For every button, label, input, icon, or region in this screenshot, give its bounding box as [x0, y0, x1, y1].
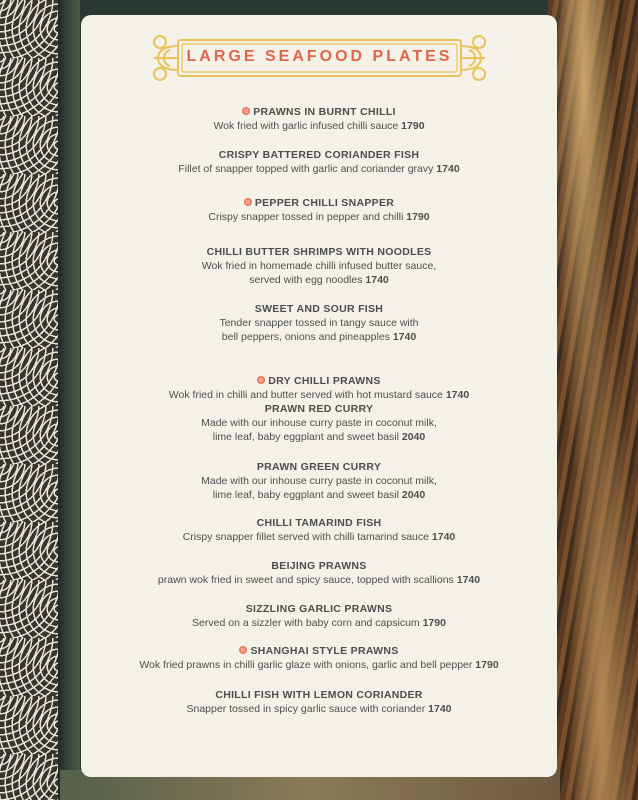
menu-item-description: Fillet of snapper topped with garlic and coriander gravy 1740: [178, 163, 460, 175]
spicy-icon: [239, 646, 247, 654]
menu-item-price: 2040: [398, 431, 426, 443]
menu-item-name: [81, 245, 557, 259]
menu-item-price: 1790: [472, 659, 499, 671]
menu-item-name: [81, 402, 557, 416]
menu-item: [81, 196, 557, 224]
menu-item-price: 2040: [398, 489, 426, 501]
menu-item-title: PRAWNS IN BURNT CHILLI: [253, 106, 396, 118]
menu-item-title: SIZZLING GARLIC PRAWNS: [245, 603, 393, 615]
menu-item-name: [81, 602, 557, 616]
menu-item-price: 1790: [403, 211, 430, 223]
menu-item-name: [81, 644, 557, 658]
menu-item: [81, 302, 557, 344]
menu-item-description: Wok fried prawns in chilli garlic glaze with onions, garlic and bell pepper 1790: [139, 659, 499, 671]
menu-item-price: 1740: [362, 274, 389, 286]
menu-item-title: CHILLI FISH WITH LEMON CORIANDER: [215, 689, 423, 701]
page-title: LARGE SEAFOOD PLATES: [186, 48, 453, 65]
menu-item: [81, 402, 557, 444]
spicy-icon: [242, 107, 250, 115]
menu-item-name: [81, 302, 557, 316]
menu-item-description: Crispy snapper tossed in pepper and chilli 1790: [208, 211, 430, 223]
menu-item: [81, 148, 557, 176]
menu-item-price: 1740: [453, 574, 481, 586]
menu-item-description: Served on a sizzler with baby corn and capsicum 1790: [192, 617, 446, 629]
menu-item-name: [81, 148, 557, 162]
menu-item: [81, 460, 557, 502]
menu-item-price: 1790: [419, 617, 446, 629]
menu-item-title: BEIJING PRAWNS: [271, 560, 367, 572]
menu-item-name: [81, 374, 557, 388]
menu-item-title: PEPPER CHILLI SNAPPER: [254, 197, 395, 209]
menu-item: [81, 644, 557, 672]
spicy-icon: [257, 376, 265, 384]
menu-item: [81, 559, 557, 587]
menu-item-name: [81, 105, 557, 119]
menu-item: [81, 374, 557, 402]
menu-item-description: Snapper tossed in spicy garlic sauce with coriander 1740: [186, 703, 452, 715]
background-photo-right: [548, 0, 638, 800]
menu-item-description: Made with our inhouse curry paste in coconut milk,: [201, 417, 437, 429]
menu-item-name: [81, 516, 557, 530]
menu-item-name: [81, 688, 557, 702]
menu-item-price: 1740: [429, 531, 456, 543]
menu-item-title: DRY CHILLI PRAWNS: [268, 375, 381, 387]
menu-item-name: [81, 460, 557, 474]
menu-item-title: PRAWN GREEN CURRY: [256, 461, 382, 473]
menu-item-description: Made with our inhouse curry paste in coconut milk,: [201, 475, 437, 487]
menu-item: [81, 688, 557, 716]
menu-item-description: Wok fried in chilli and butter served with hot mustard sauce 1740: [168, 389, 470, 401]
menu-item-description: lime leaf, baby eggplant and sweet basil 2040: [212, 431, 426, 443]
decorative-pattern-strip: [0, 0, 58, 800]
menu-item-price: 1740: [425, 703, 452, 715]
menu-item-description: Wok fried with garlic infused chilli sauce 1790: [213, 120, 425, 132]
menu-item-title: PRAWN RED CURRY: [264, 403, 374, 415]
menu-item: [81, 105, 557, 133]
menu-item-title: SHANGHAI STYLE PRAWNS: [250, 645, 399, 657]
menu-item-title: SWEET AND SOUR FISH: [254, 303, 384, 315]
spicy-icon: [244, 198, 252, 206]
menu-item-description: prawn wok fried in sweet and spicy sauce, topped with scallions 1740: [157, 574, 481, 586]
menu-item-price: 1740: [433, 163, 460, 175]
menu-item-name: [81, 196, 557, 210]
menu-item-name: [81, 559, 557, 573]
menu-item-title: CRISPY BATTERED CORIANDER FISH: [218, 149, 420, 161]
menu-item: [81, 245, 557, 287]
heading-frame: [148, 28, 491, 88]
menu-item-description: Crispy snapper fillet served with chilli tamarind sauce 1740: [182, 531, 456, 543]
background-photo-left: [58, 0, 80, 800]
menu-item-description: bell peppers, onions and pineapples 1740: [221, 331, 417, 343]
menu-item-title: CHILLI TAMARIND FISH: [256, 517, 382, 529]
menu-item-price: 1740: [442, 389, 470, 401]
menu-item-description: lime leaf, baby eggplant and sweet basil 2040: [212, 489, 426, 501]
menu-item-title: CHILLI BUTTER SHRIMPS WITH NOODLES: [206, 246, 432, 258]
menu-item-price: 1740: [389, 331, 417, 343]
menu-item: [81, 602, 557, 630]
menu-item-price: 1790: [398, 120, 425, 132]
menu-item-description: Wok fried in homemade chilli infused butter sauce,: [201, 260, 437, 272]
menu-item-description: served with egg noodles 1740: [249, 274, 389, 286]
menu-item: [81, 516, 557, 544]
menu-item-description: Tender snapper tossed in tangy sauce with: [219, 317, 419, 329]
